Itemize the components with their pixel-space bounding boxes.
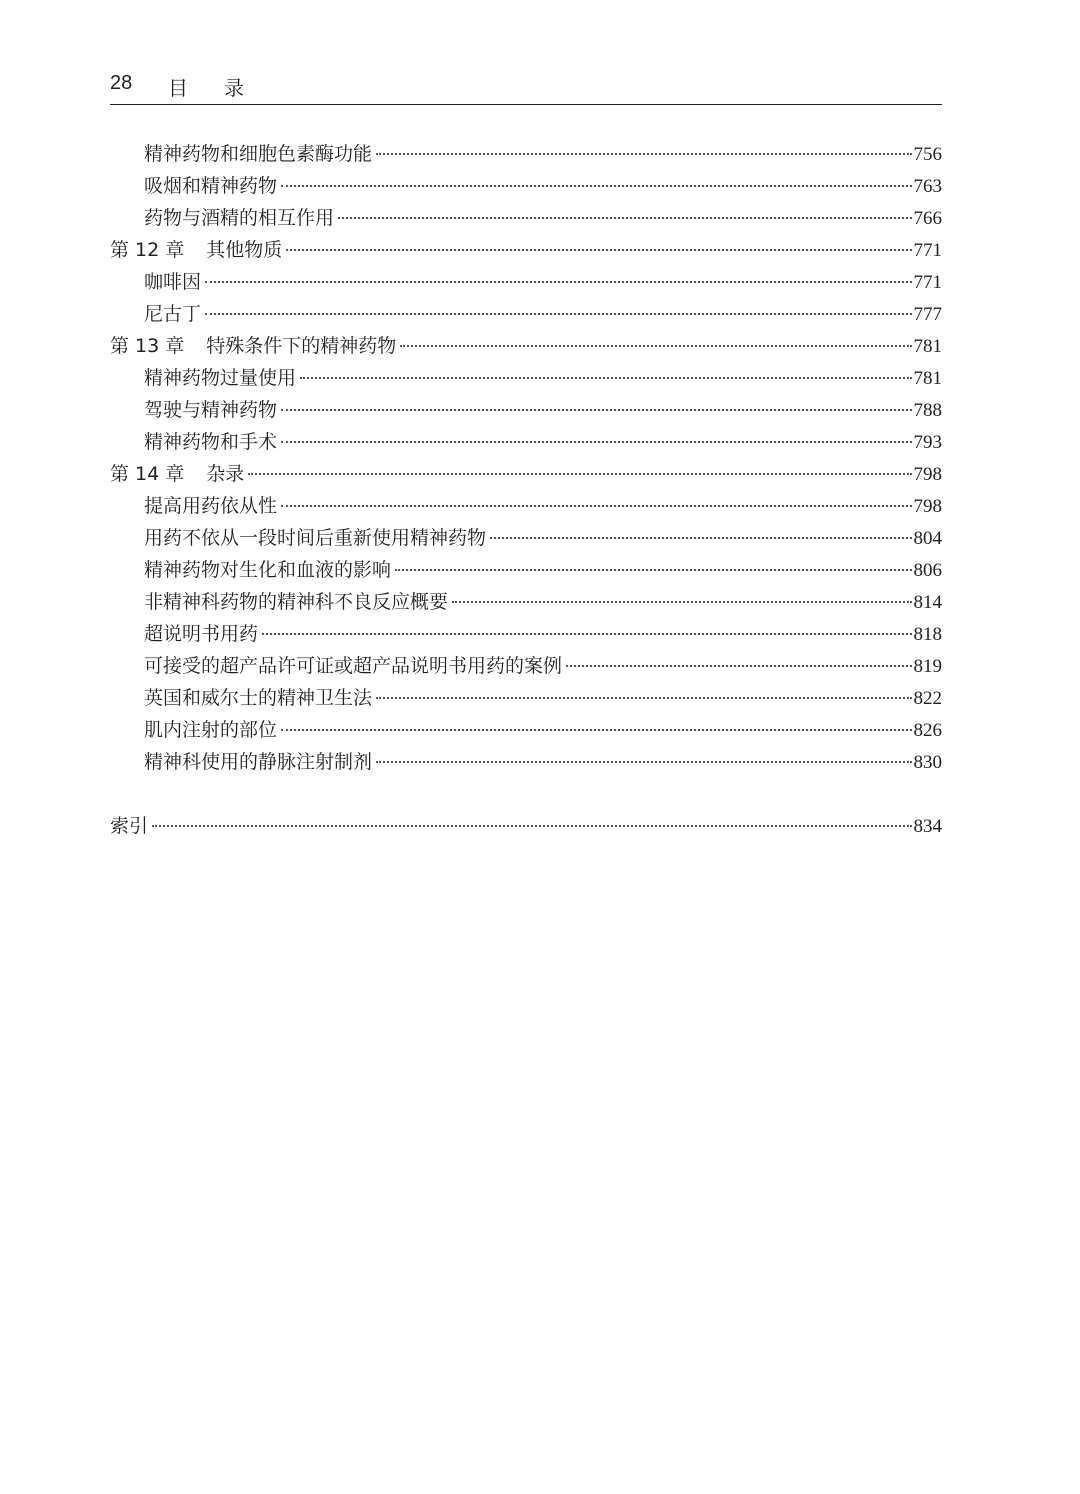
dot-leader — [281, 505, 911, 507]
toc-entry-row[interactable] — [110, 619, 942, 651]
page-reference: 814 — [913, 592, 942, 613]
toc-entry-row[interactable] — [110, 267, 942, 299]
page-reference: 756 — [913, 144, 942, 165]
toc-entry-row[interactable] — [110, 587, 942, 619]
page-reference: 798 — [913, 496, 942, 517]
page-reference: 766 — [913, 208, 942, 229]
entry-title: 精神药物对生化和血液的影响 — [144, 559, 392, 581]
page-reference: 804 — [913, 528, 942, 549]
dot-leader — [262, 633, 911, 635]
chapter-number: 第 14 章 — [110, 463, 185, 485]
page-header — [110, 70, 942, 105]
chapter-number: 第 13 章 — [110, 335, 185, 357]
toc-entry-row[interactable] — [110, 715, 942, 747]
toc-entry-row[interactable] — [110, 523, 942, 555]
page-reference: 798 — [913, 464, 942, 485]
dot-leader — [281, 441, 911, 443]
page-number: 28 — [110, 72, 133, 94]
page-reference: 818 — [913, 624, 942, 645]
chapter-title: 杂录 — [206, 463, 245, 485]
entry-title: 精神科使用的静脉注射制剂 — [144, 751, 373, 773]
entry-title: 药物与酒精的相互作用 — [144, 207, 335, 229]
page-reference: 788 — [913, 400, 942, 421]
dot-leader — [490, 537, 911, 539]
dot-leader — [376, 153, 911, 155]
page-reference: 771 — [913, 272, 942, 293]
page-reference: 834 — [913, 816, 942, 837]
page-reference: 806 — [913, 560, 942, 581]
entry-title: 驾驶与精神药物 — [144, 399, 278, 421]
table-of-contents — [110, 139, 942, 843]
toc-entry-row[interactable] — [110, 363, 942, 395]
toc-entry-row[interactable] — [110, 491, 942, 523]
entry-title: 咖啡因 — [144, 271, 202, 293]
page-reference: 826 — [913, 720, 942, 741]
page-reference: 822 — [913, 688, 942, 709]
index-title: 索引 — [110, 815, 149, 837]
toc-entry-row[interactable] — [110, 203, 942, 235]
chapter-title: 其他物质 — [206, 239, 283, 261]
dot-leader — [566, 665, 911, 667]
dot-leader — [286, 249, 911, 251]
page-reference: 819 — [913, 656, 942, 677]
entry-title: 精神药物和手术 — [144, 431, 278, 453]
page-reference: 771 — [913, 240, 942, 261]
page-reference: 781 — [913, 368, 942, 389]
chapter-number: 第 12 章 — [110, 239, 185, 261]
entry-title: 尼古丁 — [144, 303, 202, 325]
dot-leader — [376, 761, 911, 763]
page-reference: 830 — [913, 752, 942, 773]
toc-entry-row[interactable] — [110, 299, 942, 331]
page-reference: 781 — [913, 336, 942, 357]
page-reference: 763 — [913, 176, 942, 197]
entry-title: 吸烟和精神药物 — [144, 175, 278, 197]
dot-leader — [152, 825, 911, 827]
dot-leader — [205, 313, 911, 315]
toc-entry-row[interactable] — [110, 555, 942, 587]
toc-chapter-row[interactable] — [110, 235, 942, 267]
entry-title: 用药不依从一段时间后重新使用精神药物 — [144, 527, 487, 549]
dot-leader — [452, 601, 911, 603]
dot-leader — [300, 377, 911, 379]
toc-chapter-row[interactable] — [110, 331, 942, 363]
entry-title: 肌内注射的部位 — [144, 719, 278, 741]
entry-title: 提高用药依从性 — [144, 495, 278, 517]
section-title: 目录 — [168, 76, 280, 100]
dot-leader — [395, 569, 911, 571]
dot-leader — [281, 409, 911, 411]
dot-leader — [281, 185, 911, 187]
chapter-title: 特殊条件下的精神药物 — [206, 335, 397, 357]
dot-leader — [376, 697, 911, 699]
toc-entry-row[interactable] — [110, 395, 942, 427]
entry-title: 可接受的超产品许可证或超产品说明书用药的案例 — [144, 655, 563, 677]
page-reference: 793 — [913, 432, 942, 453]
entry-title: 精神药物和细胞色素酶功能 — [144, 143, 373, 165]
entry-title: 超说明书用药 — [144, 623, 259, 645]
toc-chapter-row[interactable] — [110, 459, 942, 491]
dot-leader — [338, 217, 911, 219]
dot-leader — [248, 473, 911, 475]
dot-leader — [205, 281, 911, 283]
entry-title: 精神药物过量使用 — [144, 367, 297, 389]
page-reference: 777 — [913, 304, 942, 325]
dot-leader — [281, 729, 911, 731]
entry-title: 英国和威尔士的精神卫生法 — [144, 687, 373, 709]
toc-index-row[interactable] — [110, 811, 942, 843]
toc-entry-row[interactable] — [110, 651, 942, 683]
dot-leader — [400, 345, 911, 347]
toc-entry-row[interactable] — [110, 683, 942, 715]
toc-entry-row[interactable] — [110, 747, 942, 779]
toc-entry-row[interactable] — [110, 139, 942, 171]
toc-entry-row[interactable] — [110, 171, 942, 203]
entry-title: 非精神科药物的精神科不良反应概要 — [144, 591, 449, 613]
toc-entry-row[interactable] — [110, 427, 942, 459]
